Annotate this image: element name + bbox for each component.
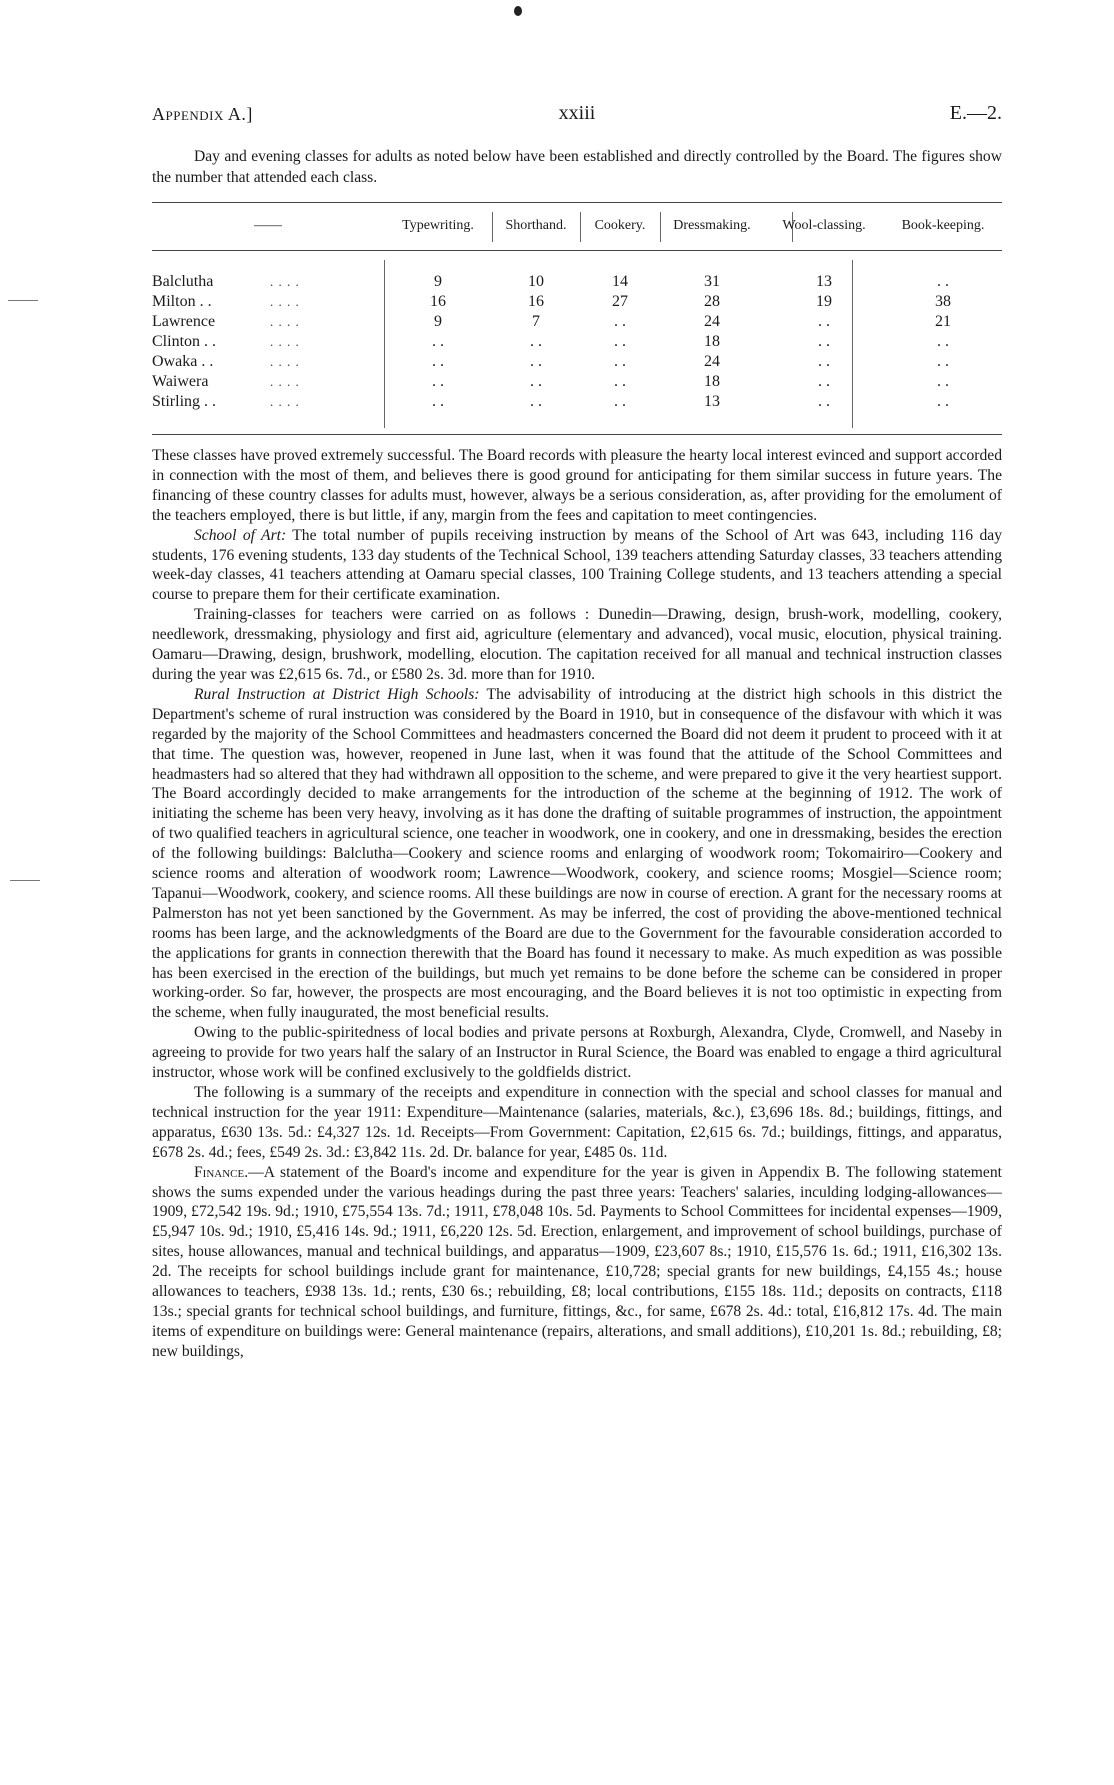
table-header-row [152, 202, 1002, 250]
column-header: Book-keeping. [901, 218, 985, 233]
table-row [152, 332, 1002, 352]
table-spacer-row [152, 250, 1002, 272]
table-cell: 27 [612, 293, 628, 310]
table-cell: 28 [704, 293, 720, 310]
table-cell: . . [432, 353, 444, 370]
table-cell: . . [614, 313, 626, 330]
running-header [152, 100, 1002, 130]
paragraph-goldfields-instructor: Owing to the public-spiritedness of local bodies and private persons at Roxburgh, Alexandra, Clyde, Cromwell, and Naseby in agreeing to provide for two years half the salary of an Instructor in Rural Science, the Board was enabled to engage a third agricultural instructor, whose work will be confined exclusively to the goldfields district. [152, 1024, 1002, 1082]
table-bottom-rule [152, 434, 1002, 435]
table-cell: 9 [434, 313, 442, 330]
table-cell: 18 [704, 333, 720, 350]
margin-scan-mark [8, 300, 38, 301]
document-code: E.—2. [949, 102, 1002, 124]
table-cell: . . [818, 353, 830, 370]
paragraph-rural-instruction [152, 685, 1002, 1023]
table-cell: . . [614, 393, 626, 410]
table-cell: 21 [935, 313, 951, 330]
adult-classes-table [152, 202, 1002, 412]
table-corner-dash: —— [254, 218, 282, 233]
paragraph-heading: Finance. [194, 1163, 249, 1181]
table-cell: 16 [528, 293, 544, 310]
table-cell: 18 [704, 373, 720, 390]
table-cell: . . [818, 333, 830, 350]
row-place: Owaka . . [152, 353, 214, 370]
table-cell: . . [614, 333, 626, 350]
table-cell: . . [614, 373, 626, 390]
row-place: Waiwera [152, 373, 209, 390]
row-leader-dots: . . . . [270, 274, 300, 289]
table-cell: 31 [704, 273, 720, 290]
table-cell: . . [818, 373, 830, 390]
paragraph-text: The advisability of introducing at the district high schools in this district the Department's scheme of rural instruction was considered by the Board in 1910, but in consequence of the disfavour with which it was regarded by the majority of the School Committees and headmasters concerned the Board did not deem it prudent to proceed with it at that time. The question was, however, reopened in June last, when it was found that the attitude of the School Committees and headmasters had so altered that they had withdrawn all opposition to the scheme, and were prepared to give it the very heartiest support. The Board accordingly decided to make arrangements for the introduction of the scheme at the beginning of 1912. The work of initiating the scheme has been very heavy, involving as it has done the drafting of suitable programmes of instruction, the appointment of two qualified teachers in agricultural science, one teacher in woodwork, one in cookery, and one in dressmaking, besides the erection of the following buildings: Balclutha—Cookery and science rooms and enlarging of woodwork room; Tokomairiro—Cookery and science rooms and alteration of woodwork room; Lawrence—Woodwork, cookery, and science rooms; Mosgiel—Science room; Tapanui—Woodwork, cookery, and science rooms. All these buildings are now in course of erection. A grant for the necessary rooms at Palmerston has not yet been sanctioned by the Government. As may be inferred, the cost of providing the above-mentioned technical rooms has been large, and the acknowledgments of the Board are due to the Government for the favourable consideration accorded to the applications for grants in connection therewith that the Board has found it necessary to make. As much expedition as was possible has been exercised in the erection of the buildings, but much yet remains to be done before the scheme can be considered in proper working-order. So far, however, the prospects are most encouraging, and the Board believes it is not too optimistic in expecting from the scheme, when fully inaugurated, the most beneficial results. [152, 685, 1002, 1022]
table-cell: . . [818, 313, 830, 330]
row-place: Lawrence [152, 313, 216, 330]
paragraph-finance [152, 1163, 1002, 1362]
row-leader-dots: . . . . [270, 334, 300, 349]
table-cell: . . [937, 393, 949, 410]
intro-paragraph: Day and evening classes for adults as noted below have been established and directly controlled by the Board. The figures show the number that attended each class. [152, 148, 1002, 186]
table-row [152, 352, 1002, 372]
page-top-ink-mark [514, 6, 522, 16]
table-cell: . . [937, 373, 949, 390]
table-row [152, 292, 1002, 312]
row-leader-dots: . . . . [270, 394, 300, 409]
table-row [152, 372, 1002, 392]
paragraph-training-classes: Training-classes for teachers were carried on as follows : Dunedin—Drawing, design, brush-work, modelling, cookery, needlework, dressmaking, physiology and first aid, agriculture (elementary and advanced), vocal music, elocution, physical training. Oamaru—Drawing, design, brushwork, modelling, elocution. The capitation received for all manual and technical instruction classes during the year was £2,615 6s. 7d., or £580 2s. 3d. more than for 1910. [152, 606, 1002, 683]
appendix-label: Appendix A.] [152, 104, 253, 124]
paragraph-school-of-art [152, 526, 1002, 606]
table-cell: . . [530, 373, 542, 390]
table-cell: . . [614, 353, 626, 370]
row-place: Milton . . [152, 293, 212, 310]
table-cell: 38 [935, 293, 951, 310]
row-place: Stirling . . [152, 393, 217, 410]
table-cell: 24 [704, 353, 720, 370]
table-cell: 13 [704, 393, 720, 410]
table-cell: . . [818, 393, 830, 410]
table-cell: 16 [430, 293, 446, 310]
paragraph-receipts-summary: The following is a summary of the receipts and expenditure in connection with the special and school classes for manual and technical instruction for the year 1911: Expenditure—Maintenance (salaries, materials, &c.), £3,696 18s. 8d.; buildings, fittings, and apparatus, £630 13s. 5d.: £4,327 12s. 1d. Receipts—From Government: Capitation, £2,615 6s. 7d.; buildings, fittings, and apparatus, £678 2s. 4d.; fees, £549 2s. 3d.: £3,842 11s. 2d. Dr. balance for year, £485 0s. 11d. [152, 1084, 1002, 1161]
column-header: Dressmaking. [673, 218, 751, 233]
paragraph-heading: School of Art: [194, 526, 287, 544]
column-header: Wool-classing. [782, 218, 866, 233]
table-cell: . . [432, 333, 444, 350]
table-cell: . . [530, 353, 542, 370]
table-cell: . . [937, 353, 949, 370]
table-cell: 9 [434, 273, 442, 290]
table-cell: . . [432, 393, 444, 410]
row-leader-dots: . . . . [270, 354, 300, 369]
table-cell: . . [432, 373, 444, 390]
column-header: Typewriting. [402, 218, 474, 233]
table-cell: 14 [612, 273, 628, 290]
table-cell: 19 [816, 293, 832, 310]
table-cell: . . [530, 393, 542, 410]
paragraph-text: —A statement of the Board's income and expenditure for the year is given in Appendix B. The following statement shows the sums expended under the various headings during the past three years: Teachers' salaries, inculding lodging-allowances—1909, £72,542 19s. 9d.; 1910, £75,554 13s. 7d.; 1911, £78,048 10s. 5d. Payments to School Committees for incidental expenses—1909, £5,947 10s. 9d.; 1910, £5,416 14s. 9d.; 1911, £6,220 12s. 5d. Erection, enlargement, and improvement of school buildings, purchase of sites, house allowances, manual and technical buildings, and apparatus—1909, £23,607 8s.; 1910, £15,576 1s. 6d.; 1911, £16,302 13s. 2d. The receipts for school buildings include grant for maintenance, £10,728; special grants for new buildings, £4,155 4s.; house allowances to teachers, £938 13s. 1d.; rents, £30 6s.; rebuilding, £8; local contributions, £155 18s. 11d.; deposits on contracts, £118 13s.; special grants for technical school buildings, and furniture, fittings, &c., for same, £678 2s. 4d.: total, £16,812 17s. 4d. The main items of expenditure on buildings were: General maintenance (repairs, alterations, and small additions), £10,201 1s. 8d.; rebuilding, £8; new buildings, [152, 1163, 1002, 1360]
row-place: Clinton . . [152, 333, 217, 350]
table-cell: 10 [528, 273, 544, 290]
table-cell: 24 [704, 313, 720, 330]
paragraph-text: The total number of pupils receiving instruction by means of the School of Art was 643, including 116 day students, 176 evening students, 133 day students of the Technical School, 139 teachers attending Saturday classes, 33 teachers attending week-day classes, 41 teachers attending at Oamaru special classes, 100 Training College students, and 13 teachers attending a special course to prepare them for their certificate examination. [152, 526, 1002, 604]
column-header: Cookery. [594, 218, 646, 233]
column-header: Shorthand. [505, 218, 567, 233]
page-number: xxiii [558, 102, 596, 124]
table-row [152, 312, 1002, 332]
table-row [152, 272, 1002, 292]
row-leader-dots: . . . . [270, 294, 300, 309]
paragraph-heading: Rural Instruction at District High Schools: [194, 685, 480, 703]
body-text [152, 446, 1002, 1362]
row-place: Balclutha [152, 273, 214, 290]
table-cell: . . [530, 333, 542, 350]
adult-classes-table-block [152, 202, 1002, 435]
row-leader-dots: . . . . [270, 314, 300, 329]
table-cell: 7 [532, 313, 540, 330]
table-row [152, 392, 1002, 412]
margin-scan-mark [10, 880, 40, 881]
table-cell: 13 [816, 273, 832, 290]
row-leader-dots: . . . . [270, 374, 300, 389]
table-cell: . . [937, 273, 949, 290]
table-cell: . . [937, 333, 949, 350]
paragraph-classes-success: These classes have proved extremely successful. The Board records with pleasure the hearty local interest evinced and support accorded in connection with the most of them, and believes there is good ground for anticipating for them similar success in future years. The financing of these country classes for adults must, however, always be a serious consideration, as, after providing for the emolument of the teachers employed, there is but little, if any, margin from the fees and capitation to meet contingencies. [152, 447, 1002, 524]
